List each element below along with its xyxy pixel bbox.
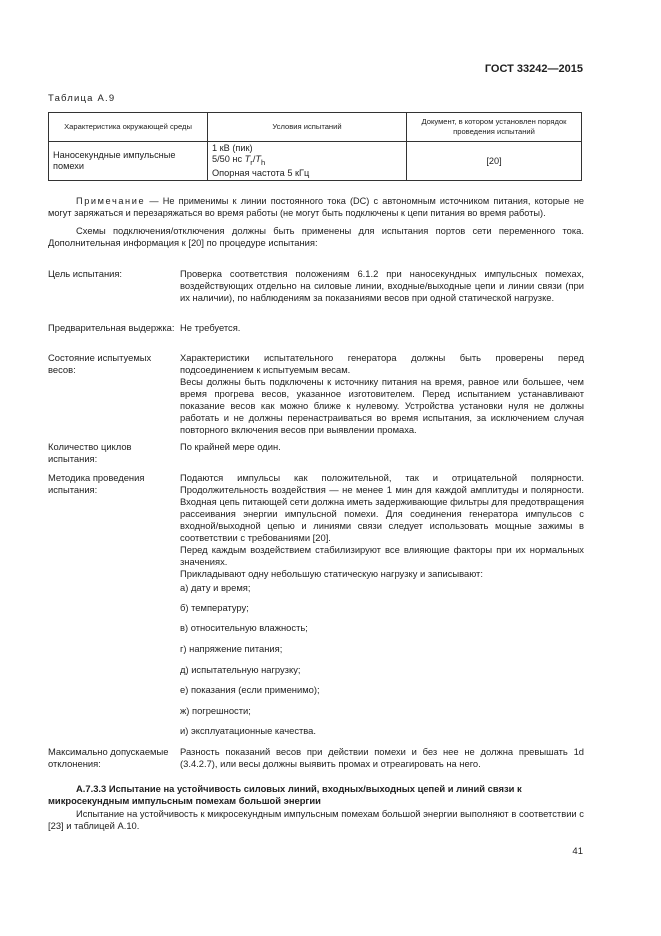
- state-value: [180, 352, 584, 436]
- deviation-value: Разность показаний весов при действии помехи и без нее не должна превышать 1d (3.4.2.7), или весы должны выявить промах и отреагировать на него.: [180, 746, 584, 769]
- list-item: г) напряжение питания;: [180, 643, 283, 654]
- cycles-label: Количество циклов испытания:: [48, 441, 132, 464]
- condition-symbol: T: [244, 154, 251, 165]
- table-note: [48, 195, 584, 219]
- header-document: Документ, в котором установлен порядок проведения испытаний: [407, 113, 582, 142]
- condition-slash: /: [252, 154, 256, 165]
- table-row: [49, 142, 582, 181]
- list-item: б) температуру;: [180, 602, 249, 613]
- list-item: ж) погрешности;: [180, 705, 251, 716]
- deviation-label: Максимально допускаемые отклонения:: [48, 746, 169, 769]
- method-value: [180, 472, 584, 580]
- cell-environment: Наносекундные импульсные помехи: [49, 142, 208, 181]
- list-item: в) относительную влажность;: [180, 622, 308, 633]
- condition-subscript: r: [250, 157, 253, 167]
- condition-line: [212, 154, 402, 168]
- condition-line: 1 кВ (пик): [212, 143, 253, 154]
- exposure-label: Предварительная выдержка:: [48, 322, 175, 333]
- table-caption: Таблица А.9: [48, 93, 116, 104]
- list-item: и) эксплуатационные качества.: [180, 725, 317, 736]
- state-paragraph: Весы должны быть подключены к источнику питания на время, равное или большее, чем время прогрева весов, указанное изготовителем. Перед испытанием устанавливают показание весов как можно ближе к нулевому. Устройства установки нуля не должны работать и не должны перенастраиваться во время испытания, за исключением случая повторного включения весов при выявлении промаха.: [180, 376, 584, 435]
- header-environment: Характеристика окружающей среды: [49, 113, 208, 142]
- exposure-value: Не требуется.: [180, 322, 241, 333]
- cell-document: [20]: [407, 142, 582, 181]
- state-label: Состояние испытуемых весов:: [48, 352, 152, 375]
- condition-prefix: 5/50 нс: [212, 154, 245, 165]
- note-label: Примечание: [76, 196, 146, 206]
- method-label: Методика проведения испытания:: [48, 472, 145, 495]
- list-item: д) испытательную нагрузку;: [180, 664, 301, 675]
- condition-subscript: h: [261, 157, 266, 167]
- test-conditions-table: [48, 112, 582, 181]
- table-header-row: [49, 113, 582, 142]
- method-paragraph: Прикладывают одну небольшую статическую нагрузку и записывают:: [180, 568, 483, 579]
- cycles-value: По крайней мере один.: [180, 441, 281, 452]
- method-paragraph: Подаются импульсы как положительной, так и отрицательной полярности. Продолжительность воздействия — не менее 1 мин для каждой амплитуды и полярности. Входная цепь питающей сети должна иметь задерживающие фильтры для предотвращения рассеивания энергии импульсной помехи. Для соединения генератора импульсов с входной/выходной цепью и линиями связи следует использовать мощные зажимы в соответствии с требованиями [20].: [180, 472, 584, 543]
- method-paragraph: Перед каждым воздействием стабилизируют все влияющие факторы при их нормальных значениях.: [180, 544, 584, 567]
- header-conditions: Условия испытаний: [208, 113, 407, 142]
- purpose-label: Цель испытания:: [48, 268, 123, 279]
- list-item: е) показания (если применимо);: [180, 684, 320, 695]
- condition-line: Опорная частота 5 кГц: [212, 167, 310, 178]
- standard-number: ГОСТ 33242—2015: [484, 63, 583, 75]
- purpose-value: Проверка соответствия положениям 6.1.2 при наносекундных импульсных помехах, воздействующих отдельно на силовые линии, входные/выходные цепи и линии связи (при их наличии), по наблюдениям за показаниями весов при одной статической нагрузке.: [180, 268, 584, 303]
- cell-conditions: [208, 142, 407, 181]
- page-number: 41: [572, 846, 583, 857]
- note-text: — Не применимы к линии постоянного тока (DC) с автономным источником питания, которые не могут заряжаться и перезаряжаться во время работы (не могут быть подключены к цепи питания во время работы).: [48, 196, 584, 218]
- list-item: а) дату и время;: [180, 582, 251, 593]
- state-paragraph: Характеристики испытательного генератора должны быть проверены перед подсоединением к испытуемым весам.: [180, 352, 584, 375]
- section-paragraph: Испытание на устойчивость к микросекундным импульсным помехам большой энергии выполняют в соответствии с [23] и таблицей А.10.: [48, 808, 584, 831]
- section-heading: А.7.3.3 Испытание на устойчивость силовых линий, входных/выходных цепей и линий связи к микросекундным импульсным помехам большой энергии: [48, 783, 522, 806]
- schemes-paragraph: Схемы подключения/отключения должны быть применены для испытания портов сети переменного тока. Дополнительная информация к [20] по процедуре испытания:: [48, 225, 584, 248]
- condition-symbol: T: [255, 154, 262, 165]
